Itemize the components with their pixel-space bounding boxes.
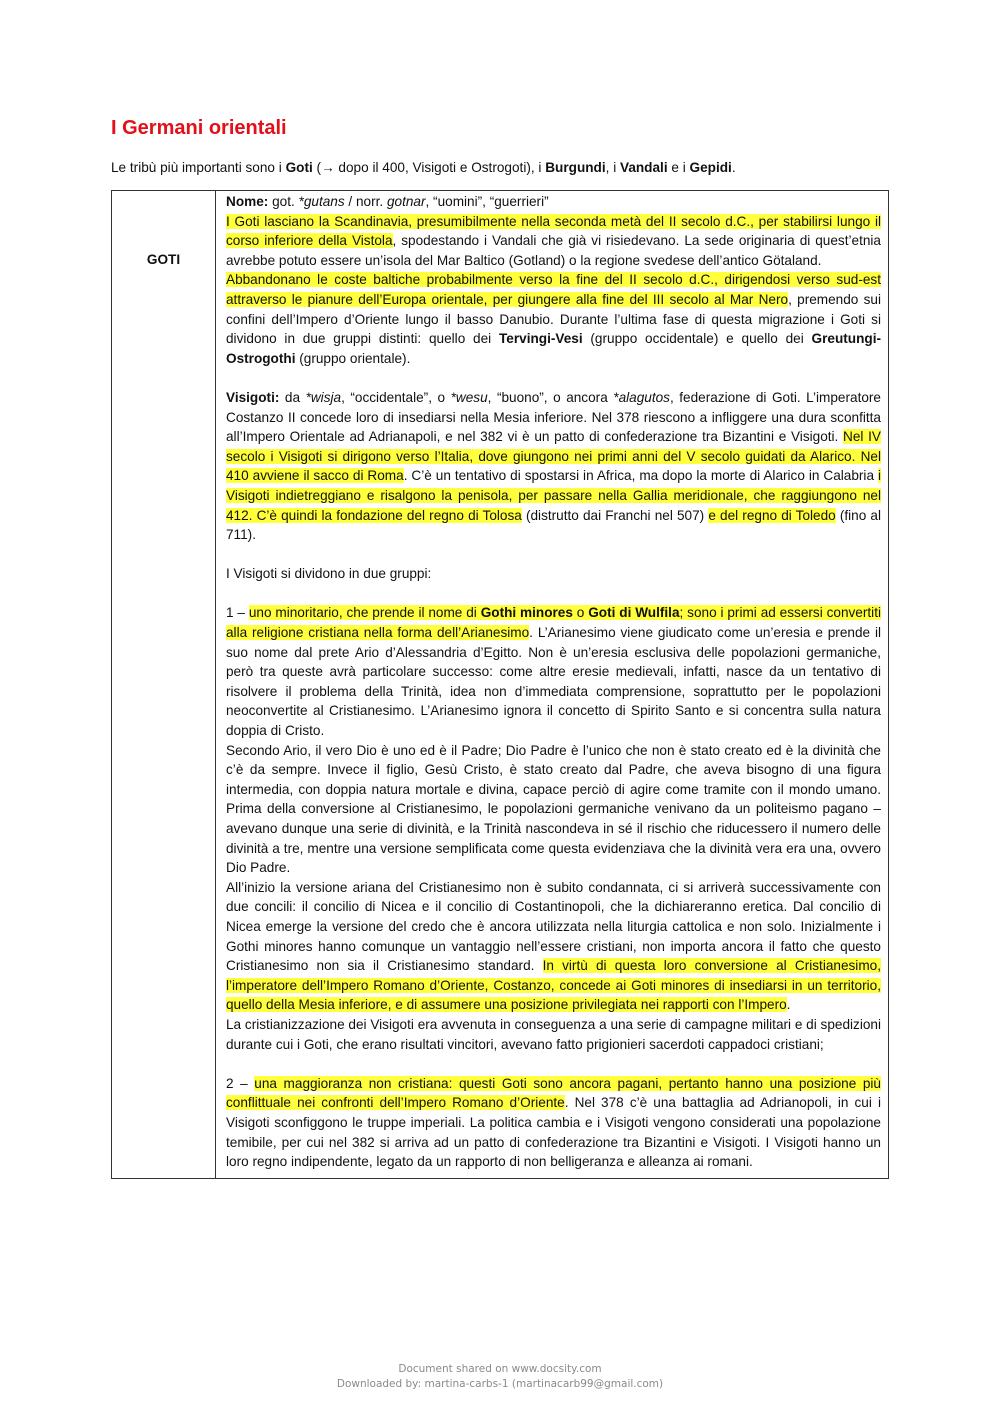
group-2-paragraph	[226, 1074, 881, 1172]
text: (distrutto dai Franchi nel 507)	[521, 507, 709, 523]
text: .	[786, 997, 791, 1013]
text: uno minoritario, che prende il nome di	[248, 605, 481, 621]
migration-paragraph	[226, 270, 881, 368]
tribe-label-cell	[112, 191, 216, 1179]
intro-text: .	[731, 160, 736, 175]
intro-text: dopo il 400, Visigoti e Ostrogoti), i	[334, 160, 546, 175]
intro-text: , i	[605, 160, 620, 175]
groups-intro: I Visigoti si dividono in due gruppi:	[226, 566, 432, 582]
page-title: I Germani orientali	[111, 117, 287, 139]
tribes-table	[111, 190, 889, 1179]
cristianizzazione-paragraph: La cristianizzazione dei Visigoti era avvenuta in conseguenza a una serie di campagne militari e di spedizioni durante cui i Goti, che erano risultati vincitori, avevano fatto prigionieri sacerdoti cappadoci cristiani;	[226, 1016, 881, 1052]
etymology: *wesu	[450, 389, 488, 405]
text: / norr.	[344, 194, 387, 209]
group-1-paragraph	[226, 603, 881, 740]
text: (gruppo orientale).	[295, 350, 411, 366]
text: (fino al 711).	[226, 507, 882, 543]
intro-text: Le tribù più importanti sono i	[111, 160, 286, 175]
text: got.	[268, 194, 299, 209]
tribe-label: GOTI	[146, 252, 181, 267]
highlight: una maggioranza non cristiana: questi Goti sono ancora pagani, pertanto hanno una posizione più conflittuale nei confronti dell’Impero Romano d’Oriente	[226, 1075, 881, 1111]
intro-text: (	[312, 160, 322, 175]
text: , “buono”, o ancora	[487, 389, 614, 405]
intro-burgundi: Burgundi	[545, 160, 606, 175]
text: . L’Arianesimo viene giudicato come un’eresia e prende il suo nome dal prete Ario d’Alessandria d’Egitto. Non è un’eresia esclusiva delle popolazioni germaniche, però tra queste avrà particolare successo: come altre eresie medievali, infatti, nasce da un tentativo di risolvere il problema della Trinità, idea non d’immediata comprensione, soprattutto per le popolazioni neoconvertite al Cristianesimo. L’Arianesimo ignora il concetto di Spirito Santo e si concentra sulla natura doppia di Cristo.	[226, 625, 881, 739]
text: , federazione di Goti. L’imperatore Costanzo II concede loro di insediarsi nella Mesia inferiore. Nel 378 riescono a infliggere una dura sconfitta all’Impero Orientale ad Adrianapoli, e nel 382 vi è un patto di confederazione tra Bizantini e Visigoti.	[226, 389, 881, 445]
bold-term: Greutungi-Ostrogothi	[226, 331, 882, 366]
arrow-icon: →	[321, 160, 335, 175]
text: 1 –	[226, 605, 249, 621]
nome-label: Nome:	[226, 194, 269, 209]
text: , “occidentale”, o	[341, 389, 451, 405]
etymology: *alagutos	[613, 389, 670, 405]
bold-term: Goti di Wulfila	[588, 605, 680, 621]
highlight: i Visigoti indietreggiano e risalgono la penisola, per passare nella Gallia meridionale, che raggiungono nel 412. C’è quindi la fondazione del regno di Tolosa	[226, 468, 881, 523]
text: . Nel 378 c’è una battaglia ad Adrianopoli, in cui i Visigoti sconfiggono le truppe imperiali. La politica cambia e i Visigoti vengono considerati una popolazione temibile, per cui nel 382 si arriva ad un patto di confederazione tra Bizantini e Visigoti. I Visigoti hanno un loro regno indipendente, legato da un rapporto di non belligeranza e alleanza ai romani.	[226, 1095, 881, 1170]
origin-paragraph	[226, 212, 881, 271]
footer-shared-line: Document shared on www.docsity.com	[398, 1363, 602, 1375]
text: 2 –	[226, 1075, 255, 1091]
etymology: *gutans	[298, 194, 345, 209]
highlight: I Goti lasciano la Scandinavia, presumibilmente nella seconda metà del II secolo d.C., per stabilirsi lungo il corso inferiore della Vistola	[226, 213, 881, 249]
intro-vandali: Vandali	[620, 160, 668, 175]
visigoti-paragraph	[226, 388, 881, 545]
highlight: In virtù di questa loro conversione al Cristianesimo, l’imperatore dell’Impero Romano d’Oriente, Costanzo, concede ai Goti minores di insediarsi in un territorio, quello della Mesia inferiore, e di assumere una posizione privilegiata nei rapporti con l’Impero	[226, 958, 881, 1013]
highlight: Abbandonano le coste baltiche probabilmente verso la fine del II secolo d.C., dirigendosi verso sud-est attraverso le pianure dell’Europa orientale, per giungere alla fine del III secolo al Mar Nero	[226, 272, 881, 307]
text: , “uomini”, “guerrieri”	[425, 194, 549, 209]
ario-paragraph: Secondo Ario, il vero Dio è uno ed è il Padre; Dio Padre è l’unico che non è stato creato ed è la divinità che c’è da sempre. Invece il figlio, Gesù Cristo, è stato creato dal Padre, che aveva bisogno di una figura intermedia, con doppia natura mortale e divina, capace perciò di agire come tramite con il mondo umano. Prima della conversione al Cristianesimo, le popolazioni germaniche venivano da un politeismo pagano – avevano dunque una serie di divinità, e la Trinità nascondeva in sé il rischio che riducessero il numero delle divinità a tre, mentre una versione semplificata come questa evidenziava che la divinità vera era una, ovvero Dio Padre.	[226, 742, 881, 876]
text: All’inizio la versione ariana del Cristianesimo non è subito condannata, ci si arriverà successivamente con due concili: il concilio di Nicea e il concilio di Costantinopoli, che la dichiareranno eretica. Dal concilio di Nicea emerge la versione del credo che è ancora utilizzata nella liturgia cattolica e non solo. Inizialmente i Gothi minores hanno comunque un vantaggio nell’essere cristiani, non importa ancora il fatto che questo Cristianesimo non sia il Cristianesimo standard.	[226, 879, 881, 974]
table-row	[112, 191, 889, 1179]
text: ; sono i primi ad essersi convertiti alla religione cristiana nella forma dell’Arianesimo	[226, 605, 881, 641]
bold-term: Tervingi-Vesi	[499, 331, 583, 347]
highlight: Nel IV secolo i Visigoti si dirigono verso l’Italia, dove giungono nei primi anni del V secolo guidati da Alarico. Nel 410 avviene il sacco di Roma	[226, 429, 881, 484]
etymology: gotnar	[386, 194, 426, 209]
text: . C’è un tentativo di spostarsi in Africa, ma dopo la morte di Alarico in Calabria	[403, 468, 878, 484]
intro-goti: Goti	[285, 160, 313, 175]
text: da	[279, 389, 306, 405]
concili-paragraph	[226, 878, 881, 1015]
text: (gruppo occidentale) e quello dei	[582, 331, 812, 347]
footer-download-line: Downloaded by: martina-carbs-1 (martinacarb99@gmail.com)	[336, 1378, 664, 1390]
tribe-content-cell	[216, 191, 889, 1179]
visigoti-label: Visigoti:	[226, 389, 280, 405]
text: , spodestando i Vandali che già vi risiedevano. La sede originaria di quest’etnia avrebbe potuto essere un’isola del Mar Baltico (Gotland) o la regione svedese dell’antico Götaland.	[226, 233, 881, 268]
highlight: e del regno di Toledo	[708, 507, 836, 523]
bold-term: Gothi minores	[480, 605, 573, 621]
intro-paragraph	[111, 158, 891, 178]
intro-text: e i	[667, 160, 690, 175]
text: , premendo sui confini dell’Impero d’Oriente lungo il basso Danubio. Durante l’ultima fase di questa migrazione i Goti si dividono in due gruppi distinti: quello dei	[226, 291, 882, 347]
etymology: *wisja	[305, 389, 342, 405]
nome-line	[226, 192, 881, 212]
intro-gepidi: Gepidi	[689, 160, 732, 175]
text: o	[572, 605, 589, 621]
